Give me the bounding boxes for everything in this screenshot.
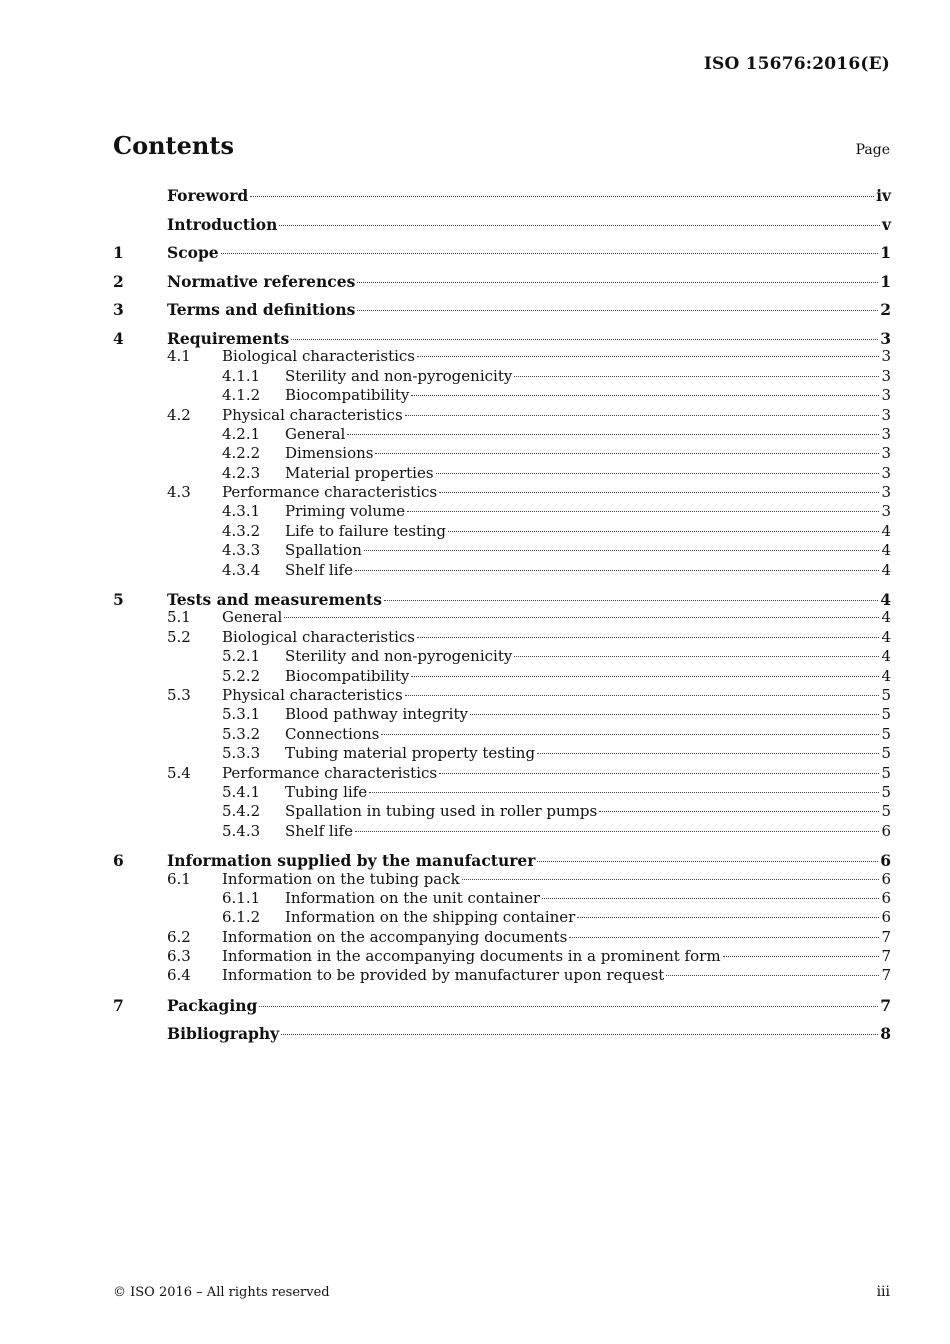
toc-entry-number: 5.1 bbox=[167, 608, 191, 627]
toc-entry-title[interactable]: Foreword bbox=[167, 186, 249, 205]
dot-leader bbox=[357, 310, 878, 311]
toc-entry-number: 6 bbox=[113, 851, 124, 871]
toc-entry-page[interactable]: 3 bbox=[881, 366, 891, 385]
dot-leader bbox=[542, 898, 879, 899]
toc-entry-number: 4.3 bbox=[167, 483, 191, 502]
toc-entry-number: 6.3 bbox=[167, 947, 191, 966]
toc-entry[interactable] bbox=[113, 444, 891, 463]
dot-leader bbox=[375, 453, 879, 454]
toc-entry-number: 4.2.3 bbox=[222, 463, 261, 482]
toc-entry-number: 5.4.3 bbox=[222, 821, 261, 840]
toc-entry-number: 3 bbox=[113, 300, 124, 320]
toc-entry[interactable] bbox=[113, 995, 891, 1024]
toc-entry-title[interactable]: Scope bbox=[167, 243, 219, 263]
toc-entry-number: 6.1.2 bbox=[222, 908, 261, 927]
dot-leader bbox=[259, 1006, 878, 1007]
toc-entry-page[interactable]: 3 bbox=[881, 444, 891, 463]
toc-entry-page[interactable]: 1 bbox=[880, 271, 891, 291]
toc-entry-title[interactable]: Packaging bbox=[167, 995, 258, 1015]
toc-entry-title[interactable]: Performance characteristics bbox=[222, 763, 438, 782]
toc-entry-title[interactable]: Bibliography bbox=[167, 1024, 280, 1044]
toc-entry-title[interactable]: Sterility and non-pyrogenicity bbox=[285, 366, 513, 385]
toc-entry[interactable] bbox=[113, 783, 891, 802]
toc-entry-page[interactable]: 5 bbox=[881, 686, 891, 704]
toc-entry-title[interactable]: Normative references bbox=[167, 271, 356, 291]
dot-leader bbox=[666, 975, 879, 976]
toc-entry[interactable] bbox=[113, 744, 891, 763]
toc-entry-title[interactable]: Dimensions bbox=[285, 444, 374, 463]
toc-entry[interactable] bbox=[113, 686, 891, 705]
toc-entry-page[interactable]: 3 bbox=[881, 483, 891, 502]
toc-entry-page[interactable]: 3 bbox=[881, 347, 891, 366]
dot-leader bbox=[355, 570, 879, 571]
toc-entry-number: 7 bbox=[113, 995, 124, 1015]
page-title: Contents bbox=[113, 131, 234, 160]
toc-entry-page[interactable]: 3 bbox=[880, 328, 891, 348]
toc-entry-title[interactable]: Information on the shipping container bbox=[285, 908, 576, 927]
toc-entry-number: 6.1.1 bbox=[222, 888, 261, 907]
toc-entry[interactable] bbox=[113, 425, 891, 444]
toc-entry[interactable] bbox=[113, 522, 891, 541]
toc-entry[interactable] bbox=[113, 947, 891, 966]
toc-entry[interactable] bbox=[113, 822, 891, 841]
dot-leader bbox=[448, 531, 879, 532]
dot-leader bbox=[411, 395, 879, 396]
toc-entry-number: 4.2.2 bbox=[222, 444, 261, 463]
toc-entry-number: 4 bbox=[113, 328, 124, 348]
copyright-notice: © ISO 2016 – All rights reserved bbox=[113, 1285, 330, 1300]
toc-entry-page[interactable]: 8 bbox=[880, 1024, 891, 1044]
toc-entry-title[interactable]: Shelf life bbox=[285, 821, 353, 840]
dot-leader bbox=[439, 492, 879, 493]
toc-entry[interactable] bbox=[113, 185, 891, 214]
toc-entry[interactable] bbox=[113, 889, 891, 908]
toc-entry-page[interactable]: 7 bbox=[881, 947, 891, 966]
toc-entry[interactable] bbox=[113, 647, 891, 666]
toc-entry-number: 5.3 bbox=[167, 686, 191, 704]
toc-entry-page[interactable]: 4 bbox=[881, 647, 891, 666]
toc-entry-title[interactable]: Tubing material property testing bbox=[285, 744, 536, 763]
toc-entry[interactable] bbox=[113, 908, 891, 927]
toc-entry-page[interactable]: 4 bbox=[881, 521, 891, 540]
toc-entry-page[interactable]: 5 bbox=[881, 724, 891, 743]
dot-leader bbox=[291, 339, 878, 340]
toc-entry-title[interactable]: Information to be provided by manufacturer upon request bbox=[222, 966, 665, 985]
dot-leader bbox=[281, 1034, 878, 1035]
toc-entry-number: 5.4 bbox=[167, 763, 191, 782]
toc-entry-page[interactable]: 7 bbox=[880, 995, 891, 1015]
toc-entry[interactable] bbox=[113, 406, 891, 425]
toc-entry[interactable] bbox=[113, 561, 891, 580]
toc-entry-number: 6.2 bbox=[167, 927, 191, 946]
toc-entry-page[interactable]: 7 bbox=[881, 927, 891, 946]
toc-entry-page[interactable]: 1 bbox=[880, 243, 891, 263]
dot-leader bbox=[405, 415, 880, 416]
toc-entry-number: 6.4 bbox=[167, 966, 191, 985]
dot-leader bbox=[369, 792, 879, 793]
dot-leader bbox=[470, 714, 880, 715]
toc-entry-page[interactable]: 5 bbox=[881, 763, 891, 782]
toc-entry[interactable] bbox=[113, 802, 891, 821]
toc-entry-page[interactable]: 4 bbox=[881, 627, 891, 646]
toc-entry-number: 5.3.1 bbox=[222, 705, 261, 724]
dot-leader bbox=[364, 550, 880, 551]
dot-leader bbox=[407, 511, 879, 512]
toc-entry[interactable] bbox=[113, 541, 891, 560]
toc-entry-number: 4.3.4 bbox=[222, 560, 261, 579]
toc-entry-page[interactable]: 6 bbox=[880, 851, 891, 871]
toc-entry-number: 4.2 bbox=[167, 405, 191, 424]
toc-entry-title[interactable]: Information in the accompanying documents in a prominent form bbox=[222, 947, 721, 966]
dot-leader bbox=[357, 282, 878, 283]
toc-entry-title[interactable]: General bbox=[285, 424, 346, 443]
toc-entry-page[interactable]: v bbox=[881, 214, 891, 234]
toc-entry-title[interactable]: Physical characteristics bbox=[222, 686, 403, 704]
toc-entry-title[interactable]: Terms and definitions bbox=[167, 300, 356, 320]
toc-entry-page[interactable]: 3 bbox=[881, 502, 891, 521]
toc-entry-number: 4.1 bbox=[167, 347, 191, 366]
toc-entry-title[interactable]: Biocompatibility bbox=[285, 666, 410, 685]
toc-entry-page[interactable]: 2 bbox=[880, 300, 891, 320]
dot-leader bbox=[599, 811, 879, 812]
toc-entry-title[interactable]: Life to failure testing bbox=[285, 521, 447, 540]
toc-entry-page[interactable]: 3 bbox=[881, 424, 891, 443]
toc-entry-number: 5.2 bbox=[167, 627, 191, 646]
toc-entry-title[interactable]: Connections bbox=[285, 724, 380, 743]
dot-leader bbox=[436, 473, 880, 474]
toc-entry-number: 2 bbox=[113, 271, 124, 291]
toc-entry-page[interactable]: 5 bbox=[881, 782, 891, 801]
dot-leader bbox=[514, 376, 879, 377]
dot-leader bbox=[279, 225, 880, 226]
dot-leader bbox=[514, 656, 879, 657]
toc-entry-title[interactable]: Physical characteristics bbox=[222, 405, 403, 424]
dot-leader bbox=[537, 753, 879, 754]
section-spacer bbox=[113, 986, 891, 995]
toc-entry-title[interactable]: Spallation bbox=[285, 541, 362, 560]
toc-entry-page[interactable]: 6 bbox=[881, 888, 891, 907]
dot-leader bbox=[417, 637, 879, 638]
dot-leader bbox=[384, 600, 878, 601]
toc-entry-title[interactable]: Priming volume bbox=[285, 502, 406, 521]
dot-leader bbox=[417, 356, 879, 357]
toc-entry-number: 6.1 bbox=[167, 869, 191, 888]
toc-entry-title[interactable]: Sterility and non-pyrogenicity bbox=[285, 647, 513, 666]
toc-entry-page[interactable]: 4 bbox=[881, 608, 891, 627]
toc-entry-number: 4.3.3 bbox=[222, 541, 261, 560]
toc-entry-title[interactable]: Tests and measurements bbox=[167, 590, 382, 610]
toc-entry-title[interactable]: Biological characteristics bbox=[222, 347, 416, 366]
toc-entry-page[interactable]: 3 bbox=[881, 463, 891, 482]
toc-entry[interactable] bbox=[113, 705, 891, 724]
page-column-label: Page bbox=[855, 142, 890, 158]
toc-entry-number: 5.4.1 bbox=[222, 782, 261, 801]
toc-entry-title[interactable]: Performance characteristics bbox=[222, 483, 438, 502]
toc-entry[interactable] bbox=[113, 367, 891, 386]
dot-leader bbox=[569, 937, 879, 938]
toc-entry-page[interactable]: 4 bbox=[881, 541, 891, 560]
toc-entry-page[interactable]: 6 bbox=[881, 821, 891, 840]
toc-entry-number: 4.3.1 bbox=[222, 502, 261, 521]
toc-entry-page[interactable]: 5 bbox=[881, 744, 891, 763]
toc-entry-title[interactable]: Information supplied by the manufacturer bbox=[167, 851, 536, 871]
dot-leader bbox=[411, 676, 879, 677]
toc-entry-title[interactable]: Requirements bbox=[167, 328, 290, 348]
toc-entry-title[interactable]: Biocompatibility bbox=[285, 386, 410, 405]
dot-leader bbox=[439, 773, 879, 774]
toc-entry-title[interactable]: Information on the tubing pack bbox=[222, 869, 460, 888]
toc-entry-page[interactable]: 5 bbox=[881, 802, 891, 821]
toc-entry[interactable] bbox=[113, 483, 891, 502]
toc-entry[interactable] bbox=[113, 271, 891, 300]
toc-entry-number: 4.3.2 bbox=[222, 521, 261, 540]
toc-entry-page[interactable]: 3 bbox=[881, 405, 891, 424]
dot-leader bbox=[577, 917, 879, 918]
toc-entry-page[interactable]: 4 bbox=[881, 666, 891, 685]
dot-leader bbox=[221, 253, 879, 254]
toc-entry[interactable] bbox=[113, 850, 891, 869]
dot-leader bbox=[381, 734, 879, 735]
dot-leader bbox=[355, 831, 879, 832]
toc-entry[interactable] bbox=[113, 502, 891, 521]
toc-entry-number: 1 bbox=[113, 243, 124, 263]
toc-entry-title[interactable]: Introduction bbox=[167, 214, 278, 234]
toc-entry[interactable] bbox=[113, 764, 891, 783]
toc-entry-page[interactable]: 5 bbox=[881, 705, 891, 724]
toc-entry[interactable] bbox=[113, 870, 891, 889]
dot-leader bbox=[250, 196, 874, 197]
toc-entry-number: 5.4.2 bbox=[222, 802, 261, 821]
toc-entry[interactable] bbox=[113, 628, 891, 647]
toc-entry-number: 5.3.3 bbox=[222, 744, 261, 763]
toc-entry-title[interactable]: Material properties bbox=[285, 463, 434, 482]
dot-leader bbox=[347, 434, 879, 435]
toc-entry-number: 4.2.1 bbox=[222, 424, 261, 443]
section-spacer bbox=[113, 841, 891, 850]
toc-entry[interactable] bbox=[113, 667, 891, 686]
toc-entry-title[interactable]: Information on the accompanying documents bbox=[222, 927, 568, 946]
toc-entry[interactable] bbox=[113, 386, 891, 405]
toc-entry[interactable] bbox=[113, 725, 891, 744]
toc-entry-number: 5.2.1 bbox=[222, 647, 261, 666]
toc-entry-page[interactable]: 6 bbox=[881, 869, 891, 888]
toc-entry-title[interactable]: Spallation in tubing used in roller pumps bbox=[285, 802, 598, 821]
toc-entry[interactable] bbox=[113, 1023, 891, 1052]
section-spacer bbox=[113, 580, 891, 589]
toc-entry[interactable] bbox=[113, 608, 891, 627]
toc-entry[interactable] bbox=[113, 589, 891, 608]
toc-entry-page[interactable]: 4 bbox=[881, 560, 891, 579]
toc-entry-page[interactable]: 3 bbox=[881, 386, 891, 405]
toc-entry[interactable] bbox=[113, 299, 891, 328]
toc-entry-title[interactable]: Tubing life bbox=[285, 782, 368, 801]
toc-entry[interactable] bbox=[113, 242, 891, 271]
toc-entry-title[interactable]: Information on the unit container bbox=[285, 888, 541, 907]
toc-entry-page[interactable]: 7 bbox=[881, 966, 891, 985]
toc-entry-title[interactable]: Biological characteristics bbox=[222, 627, 416, 646]
toc-entry[interactable] bbox=[113, 966, 891, 985]
dot-leader bbox=[284, 617, 879, 618]
toc-entry[interactable] bbox=[113, 464, 891, 483]
toc-entry-number: 4.1.1 bbox=[222, 366, 261, 385]
document-id: ISO 15676:2016(E) bbox=[703, 54, 890, 74]
toc-entry-title[interactable]: Shelf life bbox=[285, 560, 353, 579]
toc-entry-title[interactable]: General bbox=[222, 608, 283, 627]
dot-leader bbox=[405, 695, 880, 696]
toc-entry-number: 5.2.2 bbox=[222, 666, 261, 685]
footer-page-number: iii bbox=[876, 1284, 890, 1300]
dot-leader bbox=[723, 956, 880, 957]
toc-entry-page[interactable]: 6 bbox=[881, 908, 891, 927]
toc-entry-title[interactable]: Blood pathway integrity bbox=[285, 705, 468, 724]
toc-entry-page[interactable]: 4 bbox=[880, 590, 891, 610]
toc-entry-page[interactable]: iv bbox=[876, 186, 891, 205]
toc-entry[interactable] bbox=[113, 347, 891, 366]
toc-entry-number: 4.1.2 bbox=[222, 386, 261, 405]
dot-leader bbox=[537, 861, 878, 862]
table-of-contents bbox=[113, 185, 891, 1052]
toc-entry-number: 5.3.2 bbox=[222, 724, 261, 743]
toc-entry[interactable] bbox=[113, 928, 891, 947]
toc-entry[interactable] bbox=[113, 328, 891, 347]
toc-entry[interactable] bbox=[113, 214, 891, 243]
toc-entry-number: 5 bbox=[113, 590, 124, 610]
dot-leader bbox=[462, 879, 880, 880]
